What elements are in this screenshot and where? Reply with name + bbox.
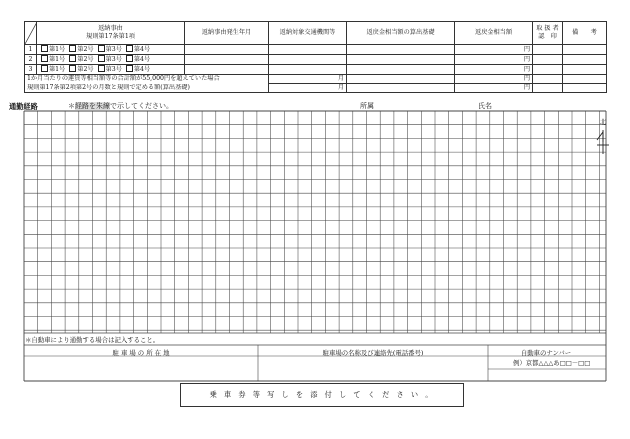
- table-row: 規則第17条第2項第2号の月数と規則で定める額(算出基礎) 月 円: [25, 84, 607, 93]
- reason-options: 第1号 第2号 第3号 第4号: [37, 65, 185, 75]
- header-reason: 返納事由 規則第17条第1項: [37, 22, 185, 45]
- name-label: 氏名: [478, 102, 492, 110]
- north-arrow-icon: [597, 130, 609, 154]
- north-label: 北: [600, 119, 607, 126]
- reason-options: 第1号 第2号 第3号 第4号: [37, 45, 185, 55]
- number-plate-label: 自動車のナンバー: [520, 349, 572, 357]
- parking-contact-label: 駐車場の名称及び連絡先(電話番号): [322, 349, 424, 357]
- header-date: 返納事由発生年月: [185, 22, 269, 45]
- affiliation-label: 所属: [360, 102, 374, 110]
- table-row: 3 第1号 第2号 第3号 第4号 円: [25, 65, 607, 75]
- header-remarks: 備 考: [563, 22, 607, 45]
- reason-options: 第1号 第2号 第3号 第4号: [37, 55, 185, 65]
- table-row: 1か月当たりの運賃等相当額等の合計額が55,000円を超えていた場合 月 円: [25, 75, 607, 84]
- car-note: ＊自動車により通勤する場合は記入すること。: [25, 336, 160, 344]
- attach-notice: 乗 車 券 等 写 し を 添 付 し て く だ さ い 。: [209, 390, 433, 399]
- header-handler: 取 扱 者 認 印: [533, 22, 563, 45]
- table-row: 1 第1号 第2号 第3号 第4号 円: [25, 45, 607, 55]
- header-amount: 返戻金相当額: [455, 22, 533, 45]
- header-transport: 返納対象交通機関等: [269, 22, 347, 45]
- table-row: 2 第1号 第2号 第3号 第4号 円: [25, 55, 607, 65]
- route-title: 通勤経路: [9, 102, 38, 111]
- number-plate-example: 例）京都△△△あ□□－□□: [513, 359, 591, 367]
- parking-location-label: 駐 車 場 の 所 在 地: [112, 349, 170, 357]
- header-basis: 返戻金相当額の算出基礎: [347, 22, 455, 45]
- route-note: ＊経路を朱線で示してください。: [68, 102, 173, 110]
